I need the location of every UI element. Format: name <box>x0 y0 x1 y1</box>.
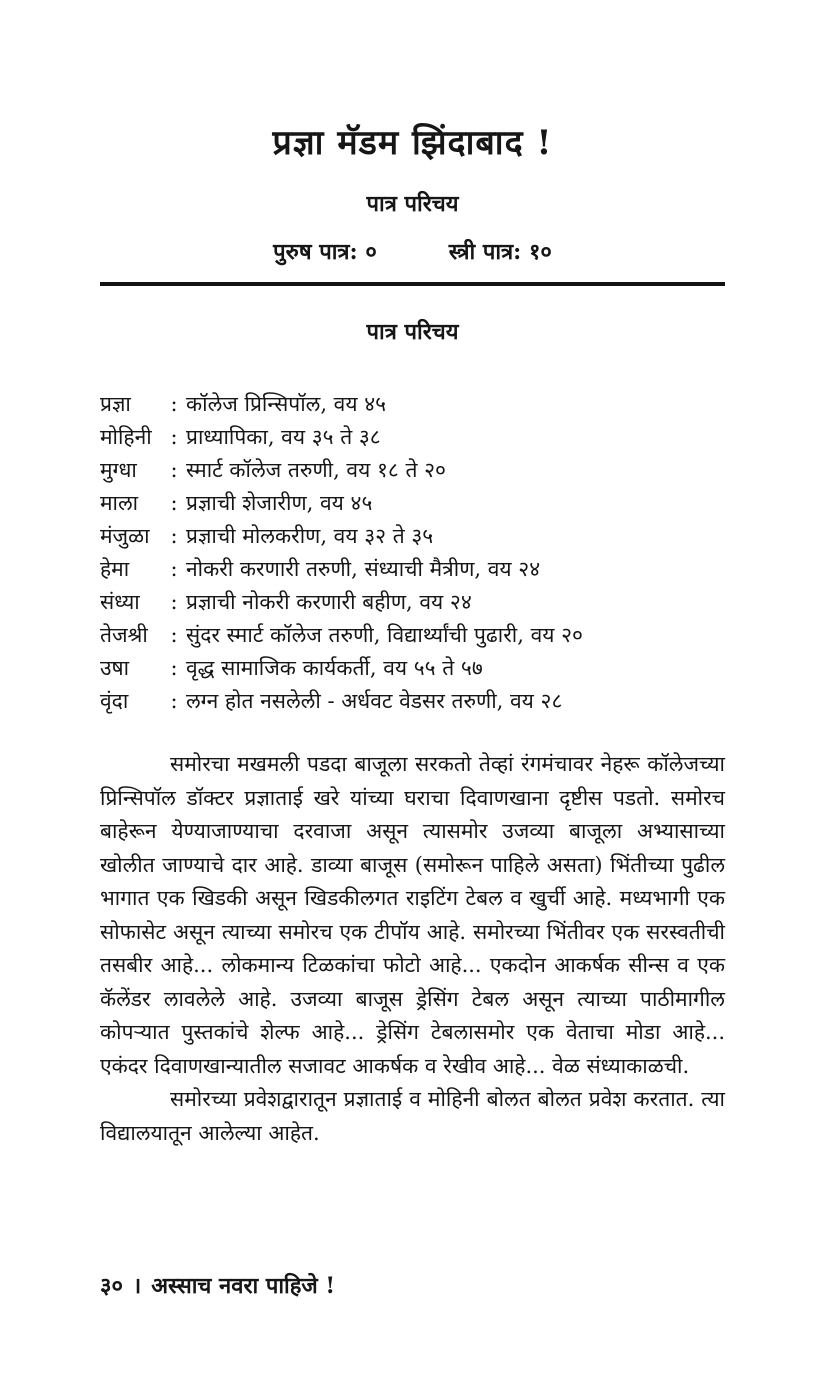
divider-rule <box>100 282 725 286</box>
cast-counts <box>100 236 725 266</box>
character-name: संध्या <box>100 590 140 614</box>
character-row <box>100 487 725 520</box>
character-list <box>100 388 725 718</box>
character-colon: : <box>170 623 178 647</box>
character-colon: : <box>170 590 178 614</box>
character-description: प्रज्ञाची शेजारीण, वय ४५ <box>186 491 373 515</box>
character-colon: : <box>170 656 178 680</box>
character-colon: : <box>170 458 178 482</box>
character-name: तेजश्री <box>100 623 148 647</box>
character-name: मोहिनी <box>100 425 152 449</box>
stage-directions <box>100 748 725 1150</box>
character-description: प्रज्ञाची नोकरी करणारी बहीण, वय २४ <box>186 590 472 614</box>
character-name: मुग्धा <box>100 458 137 482</box>
character-colon: : <box>170 425 178 449</box>
character-name: माला <box>100 491 139 515</box>
character-colon: : <box>170 524 178 548</box>
character-name: वृंदा <box>100 689 129 713</box>
character-description: प्रज्ञाची मोलकरीण, वय ३२ ते ३५ <box>186 524 434 548</box>
character-name: उषा <box>100 656 130 680</box>
female-cast-count: स्त्री पात्र: १० <box>448 239 552 265</box>
character-row <box>100 619 725 652</box>
character-row <box>100 388 725 421</box>
character-name: मंजुळा <box>100 524 150 548</box>
character-row <box>100 553 725 586</box>
page-number: ३० <box>100 1273 123 1299</box>
character-name: प्रज्ञा <box>100 392 131 416</box>
character-row <box>100 421 725 454</box>
character-row <box>100 520 725 553</box>
male-cast-count: पुरुष पात्र: ० <box>273 239 377 265</box>
character-description: लग्न होत नसलेली - अर्धवट वेडसर तरुणी, वय २८ <box>186 689 563 713</box>
character-row <box>100 454 725 487</box>
character-description: नोकरी करणारी तरुणी, संध्याची मैत्रीण, वय २४ <box>186 557 541 581</box>
stage-direction-paragraph: समोरचा मखमली पडदा बाजूला सरकतो तेव्हां रंगमंचावर नेहरू कॉलेजच्या प्रिन्सिपॉल डॉक्टर प्रज्ञाताई खरे यांच्या घराचा दिवाणखाना दृष्टीस पडतो. समोरच बाहेरून येण्याजाण्याचा दरवाजा असून त्यासमोर उजव्या बाजूला अभ्यासाच्या खोलीत जाण्याचे दार आहे. डाव्या बाजूस (समोरून पाहिले असता) भिंतीच्या पुढील भागात एक खिडकी असून खिडकीलगत राइटिंग टेबल व खुर्ची आहे. मध्यभागी एक सोफासेट असून त्याच्या समोरच एक टीपॉय आहे. समोरच्या भिंतीवर एक सरस्वतीची तसबीर आहे... लोकमान्य टिळकांचा फोटो आहे... एकदोन आकर्षक सीन्स व एक कॅलेंडर लावलेले आहे. उजव्या बाजूस ड्रेसिंग टेबल असून त्याच्या पाठीमागील कोपऱ्यात पुस्तकांचे शेल्फ आहे... ड्रेसिंग टेबलासमोर एक वेताचा मोडा आहे... एकंदर दिवाणखान्यातील सजावट आकर्षक व रेखीव आहे... वेळ संध्याकाळची. <box>100 752 725 1078</box>
character-row <box>100 586 725 619</box>
character-row <box>100 652 725 685</box>
character-colon: : <box>170 689 178 713</box>
section-heading: पात्र परिचय <box>366 319 459 345</box>
footer-divider: । <box>132 1273 142 1299</box>
book-title: अस्साच नवरा पाहिजे ! <box>151 1273 336 1299</box>
book-page <box>0 118 825 1393</box>
character-description: प्राध्यापिका, वय ३५ ते ३८ <box>186 425 381 449</box>
character-colon: : <box>170 557 178 581</box>
character-colon: : <box>170 392 178 416</box>
character-colon: : <box>170 491 178 515</box>
character-description: वृद्ध सामाजिक कार्यकर्ती, वय ५५ ते ५७ <box>186 656 483 680</box>
character-row <box>100 685 725 718</box>
character-description: स्मार्ट कॉलेज तरुणी, वय १८ ते २० <box>186 458 446 482</box>
character-name: हेमा <box>100 557 130 581</box>
subtitle: पात्र परिचय <box>366 191 459 217</box>
page-title: प्रज्ञा मॅडम झिंदाबाद ! <box>272 123 553 163</box>
stage-direction-paragraph: समोरच्या प्रवेशद्वारातून प्रज्ञाताई व मोहिनी बोलत बोलत प्रवेश करतात. त्या विद्यालयातून आलेल्या आहेत. <box>100 1087 725 1145</box>
character-description: सुंदर स्मार्ट कॉलेज तरुणी, विद्यार्थ्यांची पुढारी, वय २० <box>186 623 583 647</box>
character-description: कॉलेज प्रिन्सिपॉल, वय ४५ <box>186 392 387 416</box>
